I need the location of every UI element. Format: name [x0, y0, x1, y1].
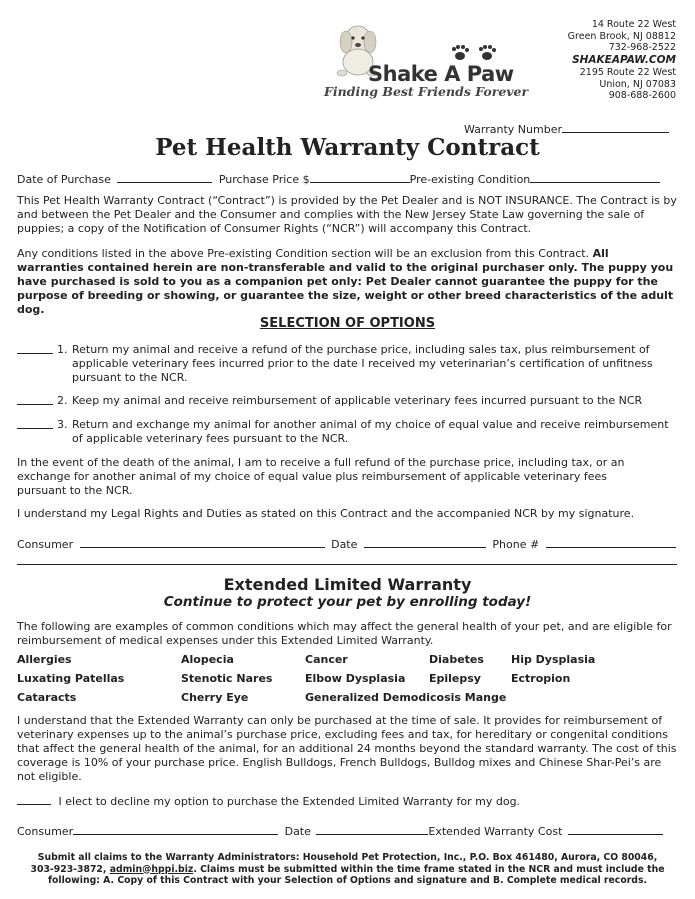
preexisting-line[interactable]	[530, 171, 660, 183]
purchase-price-line[interactable]	[310, 171, 410, 183]
condition-item: Ectropion	[511, 672, 571, 685]
extended-intro: The following are examples of common conditions which may affect the general health of your pet, and are eligible for reimbursement of medical expenses under this Extended Limited Warranty.	[17, 620, 672, 647]
date-line[interactable]	[364, 536, 486, 548]
death-clause: In the event of the death of the animal, I am to receive a full refund of the purchase price, including tax, or an exchange for another animal of my choice of equal value plus reimbursement of applicable veterinary fees pursuant to the NCR.	[17, 456, 625, 497]
option-1[interactable]	[17, 343, 677, 385]
ext-cost-line[interactable]	[568, 823, 663, 835]
condition-item: Cherry Eye	[181, 691, 249, 704]
footer-phone: 303-923-3872,	[30, 863, 107, 875]
option-1-blank[interactable]	[17, 343, 53, 354]
option-2-text: Keep my animal and receive reimbursement of applicable veterinary fees incurred pursuant to the NCR	[72, 394, 643, 407]
footer-rest: . Claims must be submitted within the time frame stated in the NCR and must include the	[193, 863, 665, 875]
location1-phone: 732-968-2522	[608, 42, 676, 53]
ext-cost-label: Extended Warranty Cost	[428, 825, 563, 838]
logo-wordmark: Shake A Paw	[368, 62, 514, 86]
decline-option[interactable]	[17, 794, 520, 808]
footer-email[interactable]: admin@hppi.biz	[109, 863, 194, 875]
purchase-fields-row	[17, 171, 682, 186]
date-of-purchase-line[interactable]	[117, 171, 212, 183]
condition-item: Generalized Demodicosis Mange	[305, 691, 507, 704]
ext-date-line[interactable]	[316, 823, 428, 835]
warranty-number-label: Warranty Number	[464, 123, 562, 136]
extended-signature-row	[17, 823, 682, 838]
options-heading: SELECTION OF OPTIONS	[259, 316, 436, 331]
condition-item: Cancer	[305, 653, 348, 666]
option-3-blank[interactable]	[17, 418, 53, 429]
condition-item: Allergies	[17, 653, 72, 666]
understand-clause: I understand my Legal Rights and Duties as stated on this Contract and the accompanied NCR by my signature.	[17, 507, 635, 520]
condition-item: Cataracts	[17, 691, 77, 704]
location1-street: 14 Route 22 West	[591, 19, 676, 30]
option-3-number: 3.	[57, 418, 68, 431]
option-1-text: Return my animal and receive a refund of the purchase price, including sales tax, plus reimbursement of applicable veterinary fees incurred prior to the date I received my veterinarian’s certification of unfitness pursuant to the NCR.	[72, 343, 653, 384]
location2-phone: 908-688-2600	[608, 90, 676, 101]
phone-label: Phone #	[492, 538, 540, 551]
ext-consumer-line[interactable]	[73, 823, 278, 835]
exclusion-paragraph	[17, 247, 677, 317]
location2-city: Union, NJ 07083	[599, 78, 676, 90]
signature-row	[17, 536, 682, 551]
option-2[interactable]	[17, 394, 677, 408]
website[interactable]: SHAKEAPAW.COM	[572, 53, 676, 66]
condition-item: Diabetes	[429, 653, 484, 666]
section-divider	[17, 564, 677, 565]
intro-paragraph: This Pet Health Warranty Contract (“Contract”) is provided by the Pet Dealer and is NOT INSURANCE. The Contract is by and between the Pet Dealer and the Consumer and complies with the New Jersey State Law governing the sale of puppies; a copy of the Notification of Consumer Rights (“NCR”) will accompany this Contract.	[17, 194, 677, 235]
page-title: Pet Health Warranty Contract	[155, 134, 540, 161]
condition-item: Elbow Dysplasia	[305, 672, 406, 685]
condition-item: Hip Dysplasia	[511, 653, 596, 666]
option-3-text: Return and exchange my animal for another animal of my choice of equal value and receive reimbursement of applicable veterinary fees pursuant to the NCR.	[72, 418, 669, 445]
decline-text: I elect to decline my option to purchase the Extended Limited Warranty for my dog.	[58, 795, 521, 808]
exclusion-plain: Any conditions listed in the above Pre-existing Condition section will be an exclusion from this Contract.	[17, 247, 590, 260]
ext-date-label: Date	[284, 825, 311, 838]
option-3[interactable]	[17, 418, 677, 446]
consumer-label: Consumer	[17, 538, 74, 551]
date-of-purchase-label: Date of Purchase	[17, 173, 111, 186]
phone-line[interactable]	[546, 536, 676, 548]
location1-address	[568, 19, 676, 102]
extended-terms: I understand that the Extended Warranty can only be purchased at the time of sale. It provides for reimbursement of veterinary expenses up to the animal’s purchase price, excluding fees and tax, for hereditary or congenital conditions that affect the general health of the animal, for an additional 24 months beyond the standard warranty. The cost of this coverage is 10% of your purchase price. English Bulldogs, French Bulldogs, Bulldog mixes and Chinese Shar-Pei’s are not eligible.	[17, 714, 677, 783]
preexisting-label: Pre-existing Condition	[409, 173, 531, 186]
option-2-blank[interactable]	[17, 394, 53, 405]
warranty-number-line[interactable]	[562, 121, 669, 133]
location2-street: 2195 Route 22 West	[579, 67, 676, 78]
company-logo	[322, 18, 544, 100]
exclusion-bold: All warranties contained herein are non-transferable and valid to the original purchaser only. The puppy you have purchased is sold to you as a companion pet only: Pet Dealer cannot guarantee the puppy for the purpose of breeding or showing, or guarantee the size, weight or other breed characteristics of the adult dog.	[17, 247, 674, 316]
date-label: Date	[331, 538, 358, 551]
tagline: Finding Best Friends Forever	[324, 84, 529, 99]
extended-heading: Extended Limited Warranty	[223, 575, 472, 594]
footer-line2	[10, 864, 685, 876]
purchase-price-label: Purchase Price $	[218, 173, 310, 186]
extended-subheading: Continue to protect your pet by enrolling today!	[163, 594, 532, 610]
condition-item: Alopecia	[181, 653, 234, 666]
location1-city: Green Brook, NJ 08812	[567, 30, 676, 42]
option-2-number: 2.	[57, 394, 68, 407]
footer-line3: following: A. Copy of this Contract with your Selection of Options and signature and B. Complete medical records.	[47, 875, 648, 886]
footer	[10, 852, 685, 887]
condition-item: Luxating Patellas	[17, 672, 125, 685]
footer-line1: Submit all claims to the Warranty Administrators: Household Pet Protection, Inc., P.O. Box 461480, Aurora, CO 80046,	[37, 852, 658, 863]
decline-blank[interactable]	[17, 794, 51, 805]
ext-consumer-label: Consumer	[17, 825, 74, 838]
condition-item: Epilepsy	[429, 672, 481, 685]
option-1-number: 1.	[57, 343, 68, 356]
consumer-signature-line[interactable]	[80, 536, 325, 548]
condition-item: Stenotic Nares	[181, 672, 273, 685]
